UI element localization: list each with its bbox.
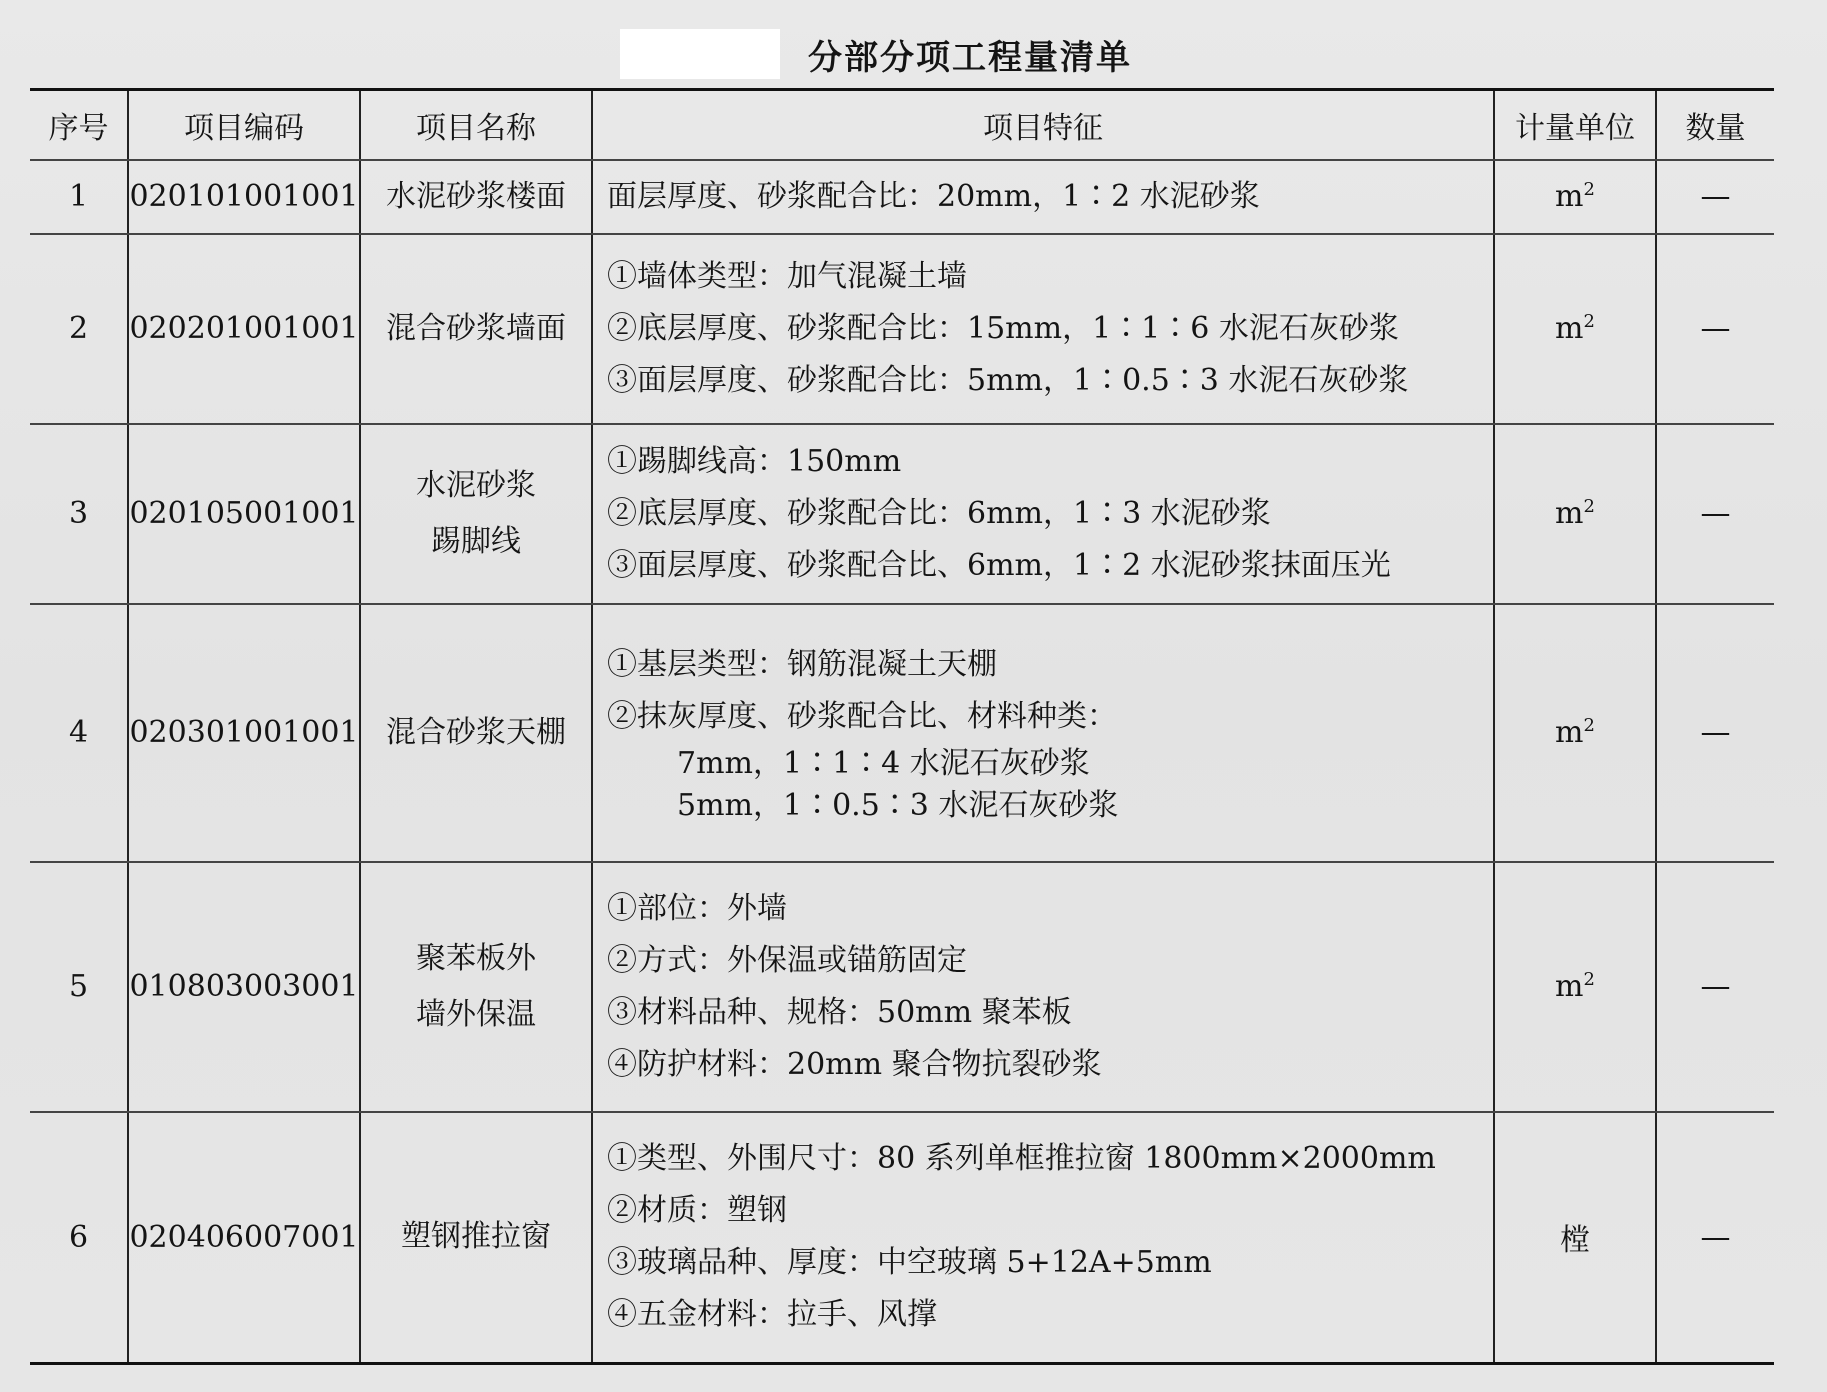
page-title: 分部分项工程量清单 bbox=[808, 37, 1132, 78]
cell-code: 010803003001 bbox=[128, 862, 360, 1112]
cell-name bbox=[360, 1112, 592, 1364]
cell-seq: 2 bbox=[30, 234, 128, 424]
cell-quantity: — bbox=[1656, 160, 1774, 234]
feature-line: 7mm，1∶1∶4 水泥石灰砂浆 bbox=[677, 745, 1090, 781]
feature-line: ②抹灰厚度、砂浆配合比、材料种类： bbox=[607, 698, 1117, 734]
table-row bbox=[30, 160, 1774, 234]
unit-sup: 2 bbox=[1583, 179, 1595, 200]
name-line: 水泥砂浆楼面 bbox=[386, 178, 566, 214]
bill-of-quantities-table bbox=[30, 88, 1774, 1365]
cell-unit bbox=[1494, 424, 1656, 604]
feature-line: ②方式：外保温或锚筋固定 bbox=[607, 942, 967, 978]
header-seq: 序号 bbox=[30, 90, 128, 160]
cell-seq: 1 bbox=[30, 160, 128, 234]
title-row bbox=[620, 18, 1132, 90]
feature-line: ④防护材料：20mm 聚合物抗裂砂浆 bbox=[607, 1046, 1102, 1082]
feature-line: ③材料品种、规格：50mm 聚苯板 bbox=[607, 994, 1072, 1030]
name-line: 聚苯板外 bbox=[416, 940, 536, 976]
cell-quantity: — bbox=[1656, 234, 1774, 424]
cell-quantity: — bbox=[1656, 604, 1774, 862]
unit-sup: 2 bbox=[1583, 969, 1595, 990]
feature-line: 5mm，1∶0.5∶3 水泥石灰砂浆 bbox=[677, 787, 1119, 823]
cell-code: 020201001001 bbox=[128, 234, 360, 424]
cell-unit bbox=[1494, 234, 1656, 424]
unit-base: m bbox=[1555, 496, 1584, 531]
feature-line: ①部位：外墙 bbox=[607, 890, 787, 926]
cell-unit bbox=[1494, 1112, 1656, 1364]
name-line: 混合砂浆墙面 bbox=[386, 310, 566, 346]
cell-unit bbox=[1494, 862, 1656, 1112]
cell-features bbox=[592, 160, 1494, 234]
cell-features bbox=[592, 234, 1494, 424]
feature-line: ②材质：塑钢 bbox=[607, 1193, 787, 1229]
cell-name bbox=[360, 862, 592, 1112]
feature-line: ②底层厚度、砂浆配合比：6mm，1∶3 水泥砂浆 bbox=[607, 495, 1271, 531]
cell-seq: 4 bbox=[30, 604, 128, 862]
cell-seq: 3 bbox=[30, 424, 128, 604]
cell-features bbox=[592, 1112, 1494, 1364]
header-unit: 计量单位 bbox=[1494, 90, 1656, 160]
feature-line: ④五金材料：拉手、风撑 bbox=[607, 1297, 937, 1333]
name-line: 混合砂浆天棚 bbox=[386, 714, 566, 750]
name-line: 水泥砂浆 bbox=[416, 467, 536, 503]
cell-name bbox=[360, 160, 592, 234]
cell-seq: 5 bbox=[30, 862, 128, 1112]
cell-code: 020406007001 bbox=[128, 1112, 360, 1364]
cell-features bbox=[592, 862, 1494, 1112]
feature-line: 面层厚度、砂浆配合比：20mm，1∶2 水泥砂浆 bbox=[607, 178, 1260, 214]
cell-quantity: — bbox=[1656, 862, 1774, 1112]
cell-quantity: — bbox=[1656, 424, 1774, 604]
feature-line: ③玻璃品种、厚度：中空玻璃 5+12A+5mm bbox=[607, 1245, 1212, 1281]
header-quantity: 数量 bbox=[1656, 90, 1774, 160]
unit-base: m bbox=[1555, 311, 1584, 346]
name-line: 踢脚线 bbox=[431, 523, 521, 559]
unit-base: 樘 bbox=[1560, 1223, 1590, 1259]
cell-name bbox=[360, 234, 592, 424]
table-header-row bbox=[30, 90, 1774, 160]
cell-name bbox=[360, 604, 592, 862]
redacted-block bbox=[620, 29, 780, 79]
feature-line: ①踢脚线高：150mm bbox=[607, 443, 902, 479]
feature-line: ①基层类型：钢筋混凝土天棚 bbox=[607, 646, 997, 682]
table-row bbox=[30, 424, 1774, 604]
feature-line: ③面层厚度、砂浆配合比：5mm，1∶0.5∶3 水泥石灰砂浆 bbox=[607, 362, 1409, 398]
cell-code: 020301001001 bbox=[128, 604, 360, 862]
cell-unit bbox=[1494, 160, 1656, 234]
table-row bbox=[30, 234, 1774, 424]
unit-sup: 2 bbox=[1583, 715, 1595, 736]
cell-quantity: — bbox=[1656, 1112, 1774, 1364]
unit-base: m bbox=[1555, 969, 1584, 1004]
cell-features bbox=[592, 424, 1494, 604]
cell-name bbox=[360, 424, 592, 604]
name-line: 墙外保温 bbox=[416, 996, 536, 1032]
table-row bbox=[30, 604, 1774, 862]
cell-code: 020101001001 bbox=[128, 160, 360, 234]
cell-seq: 6 bbox=[30, 1112, 128, 1364]
bill-table-wrapper bbox=[30, 88, 1774, 1365]
cell-code: 020105001001 bbox=[128, 424, 360, 604]
header-features: 项目特征 bbox=[592, 90, 1494, 160]
feature-line: ③面层厚度、砂浆配合比、6mm，1∶2 水泥砂浆抹面压光 bbox=[607, 547, 1391, 583]
unit-sup: 2 bbox=[1583, 496, 1595, 517]
table-row bbox=[30, 862, 1774, 1112]
feature-line: ①墙体类型：加气混凝土墙 bbox=[607, 258, 967, 294]
unit-base: m bbox=[1555, 179, 1584, 214]
table-row bbox=[30, 1112, 1774, 1364]
header-code: 项目编码 bbox=[128, 90, 360, 160]
name-line: 塑钢推拉窗 bbox=[401, 1219, 551, 1255]
cell-unit bbox=[1494, 604, 1656, 862]
cell-features bbox=[592, 604, 1494, 862]
unit-sup: 2 bbox=[1583, 311, 1595, 332]
feature-line: ②底层厚度、砂浆配合比：15mm，1∶1∶6 水泥石灰砂浆 bbox=[607, 310, 1399, 346]
header-name: 项目名称 bbox=[360, 90, 592, 160]
feature-line: ①类型、外围尺寸：80 系列单框推拉窗 1800mm×2000mm bbox=[607, 1141, 1436, 1177]
unit-base: m bbox=[1555, 715, 1584, 750]
